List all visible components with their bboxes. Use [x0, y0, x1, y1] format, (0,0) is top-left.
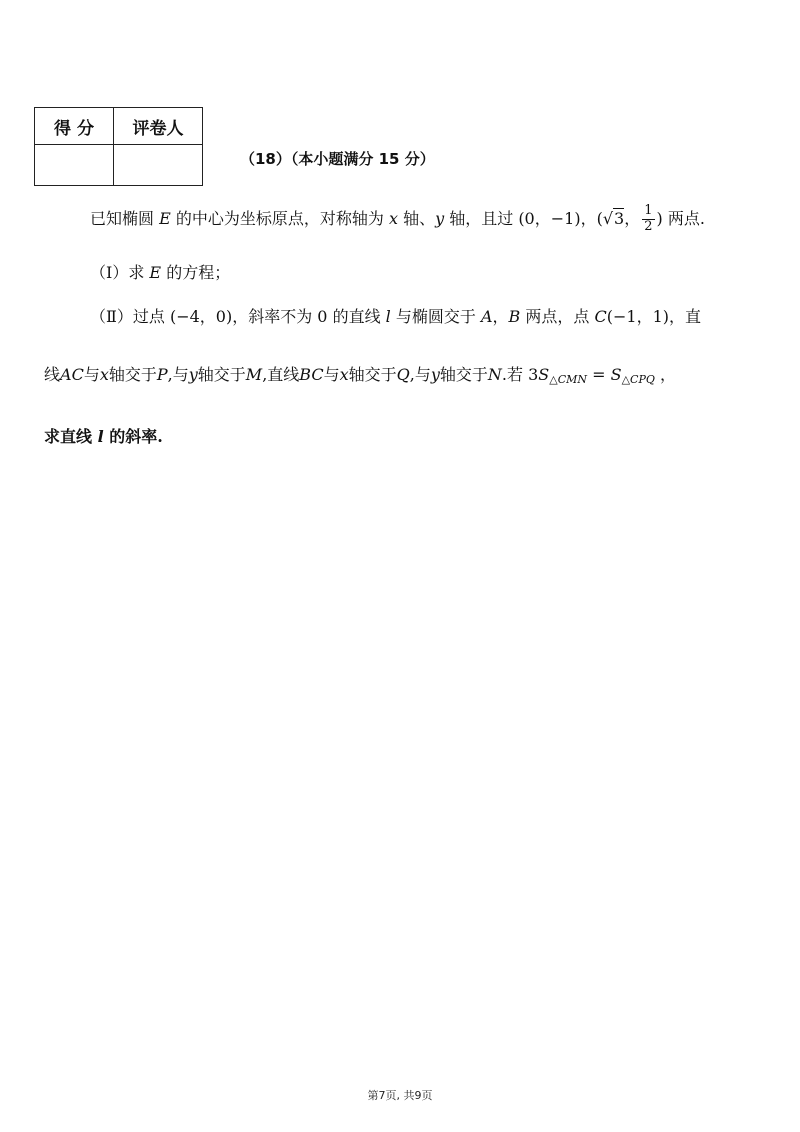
question-intro: 已知椭圆 E 的中心为坐标原点，对称轴为 x 轴、y 轴，且过 (0，−1)，(√3， $\frac{1}{2}$ ) 两点. [90, 203, 705, 234]
part-two-line3: 求直线 l 的斜率. [44, 427, 163, 446]
part-two-line1: （Ⅱ）过点 (−4，0)，斜率不为 0 的直线 l 与椭圆交于 A，B 两点，点 C(−1，1)，直 [90, 307, 702, 326]
sqrt-sign: √ [602, 208, 614, 228]
question-title: （18）（本小题满分 15 分） [240, 150, 435, 168]
fraction-one-half: $\frac{1}{2}$ [644, 203, 653, 234]
page-footer: 第7页, 共9页 [367, 1089, 433, 1102]
score-table [34, 107, 203, 186]
score-blank-cell[interactable] [35, 145, 114, 186]
part-two-line2: 线AC与x轴交于P,与y轴交于M,直线BC与x轴交于Q,与y轴交于N.若 $3S_{\triangle CMN} = S_{\triangle CPQ}$ ， [44, 365, 676, 386]
grader-blank-cell[interactable] [114, 145, 203, 186]
part-one: （Ⅰ）求 E 的方程； [90, 263, 231, 282]
score-header-cell: 得 分 [35, 108, 114, 145]
sqrt-radicand: 3 [614, 208, 625, 228]
grader-header-cell: 评卷人 [114, 108, 203, 145]
